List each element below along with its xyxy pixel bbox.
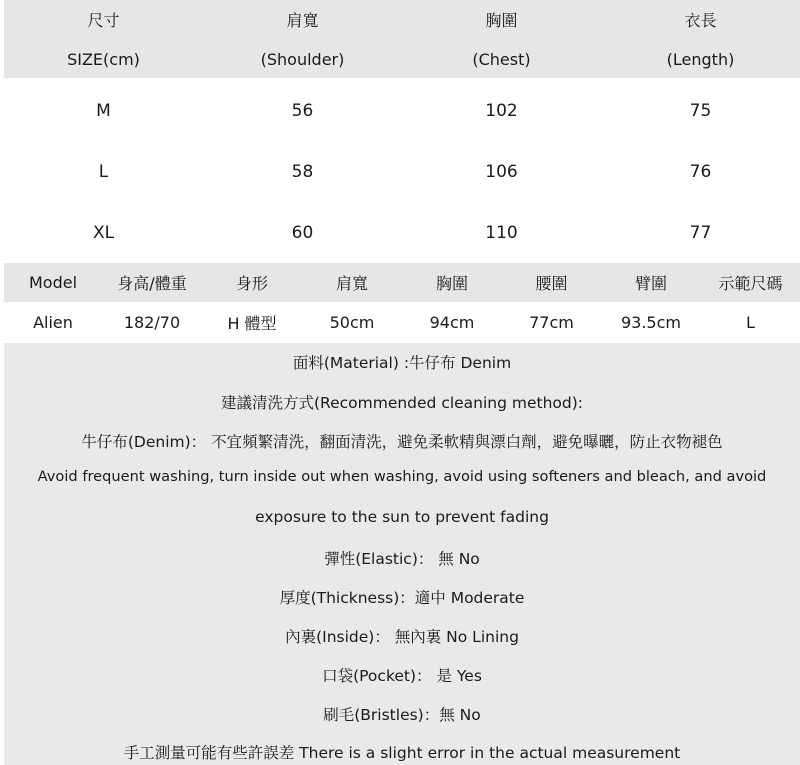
size-header-cell	[4, 0, 203, 78]
size-table	[4, 0, 800, 263]
model-waist-cell: 77cm	[529, 313, 574, 332]
model-header-arm: 臂圍	[634, 274, 667, 293]
model-header-shoulder: 肩寬	[335, 274, 368, 293]
model-header-body-type: 身形	[235, 274, 268, 293]
model-name-cell: Alien	[33, 313, 73, 332]
pocket-line: 口袋(Pocket)： 是 Yes	[322, 667, 482, 685]
model-height-weight-cell: 182/70	[123, 313, 181, 332]
size-header-zh: 尺寸	[87, 11, 120, 30]
length-header-zh: 衣長	[684, 11, 717, 30]
cleaning-instructions-zh: 牛仔布(Denim)： 不宜頻繁清洗，翻面清洗，避免柔軟精與漂白劑，避免曝曬，防止衣物褪色	[81, 433, 723, 451]
model-header-model: Model	[28, 273, 78, 292]
product-info-panel	[4, 343, 800, 765]
table-row	[4, 302, 800, 343]
shoulder-cell: 56	[291, 100, 314, 121]
shoulder-cell: 58	[291, 161, 314, 182]
model-header-chest: 胸圍	[435, 274, 468, 293]
size-cell: M	[96, 100, 111, 121]
shoulder-header-en: (Shoulder)	[260, 50, 345, 69]
elastic-line: 彈性(Elastic)： 無 No	[324, 550, 480, 568]
bristles-line: 刷毛(Bristles)：無 No	[323, 706, 481, 724]
table-row	[4, 141, 800, 202]
size-cell: L	[98, 161, 109, 182]
length-cell: 75	[689, 100, 712, 121]
thickness-line: 厚度(Thickness)：適中 Moderate	[279, 589, 525, 607]
model-table-header	[4, 263, 800, 302]
model-size-worn-cell: L	[746, 313, 755, 332]
chest-cell: 110	[485, 222, 518, 243]
model-header-size-worn: 示範尺碼	[718, 274, 783, 293]
shoulder-cell: 60	[291, 222, 314, 243]
shoulder-header-cell	[203, 0, 402, 78]
model-header-height-weight: 身高/體重	[117, 274, 187, 293]
size-header-en: SIZE(cm)	[67, 50, 140, 69]
measurement-note: 手工測量可能有些許誤差 There is a slight error in the actual measurement	[123, 744, 681, 762]
lining-line: 內裏(Inside)： 無內裏 No Lining	[285, 628, 519, 646]
length-header-cell	[601, 0, 800, 78]
model-body-type-cell: H 體型	[227, 314, 277, 333]
table-row	[4, 202, 800, 263]
cleaning-instructions-en-1: Avoid frequent washing, turn inside out when washing, avoid using softeners and bleach, and avoid	[37, 468, 767, 485]
chest-cell: 106	[485, 161, 518, 182]
shoulder-header-zh: 肩寬	[286, 11, 319, 30]
model-arm-cell: 93.5cm	[620, 313, 681, 332]
cleaning-method-heading: 建議清洗方式(Recommended cleaning method):	[220, 394, 584, 412]
length-cell: 76	[689, 161, 712, 182]
model-header-waist: 腰圍	[535, 274, 568, 293]
table-row	[4, 80, 800, 141]
size-table-body	[4, 78, 800, 263]
chest-cell: 102	[485, 100, 518, 121]
model-table	[4, 263, 800, 343]
length-cell: 77	[689, 222, 712, 243]
cleaning-instructions-en-2: exposure to the sun to prevent fading	[255, 508, 549, 526]
material-line: 面料(Material) :牛仔布 Denim	[292, 354, 512, 372]
model-shoulder-cell: 50cm	[329, 313, 375, 332]
chest-header-zh: 胸圍	[485, 11, 518, 30]
model-chest-cell: 94cm	[429, 313, 475, 332]
length-header-en: (Length)	[666, 50, 735, 69]
size-table-header	[4, 0, 800, 78]
chest-header-cell	[402, 0, 601, 78]
chest-header-en: (Chest)	[472, 50, 531, 69]
size-cell: XL	[92, 222, 115, 243]
